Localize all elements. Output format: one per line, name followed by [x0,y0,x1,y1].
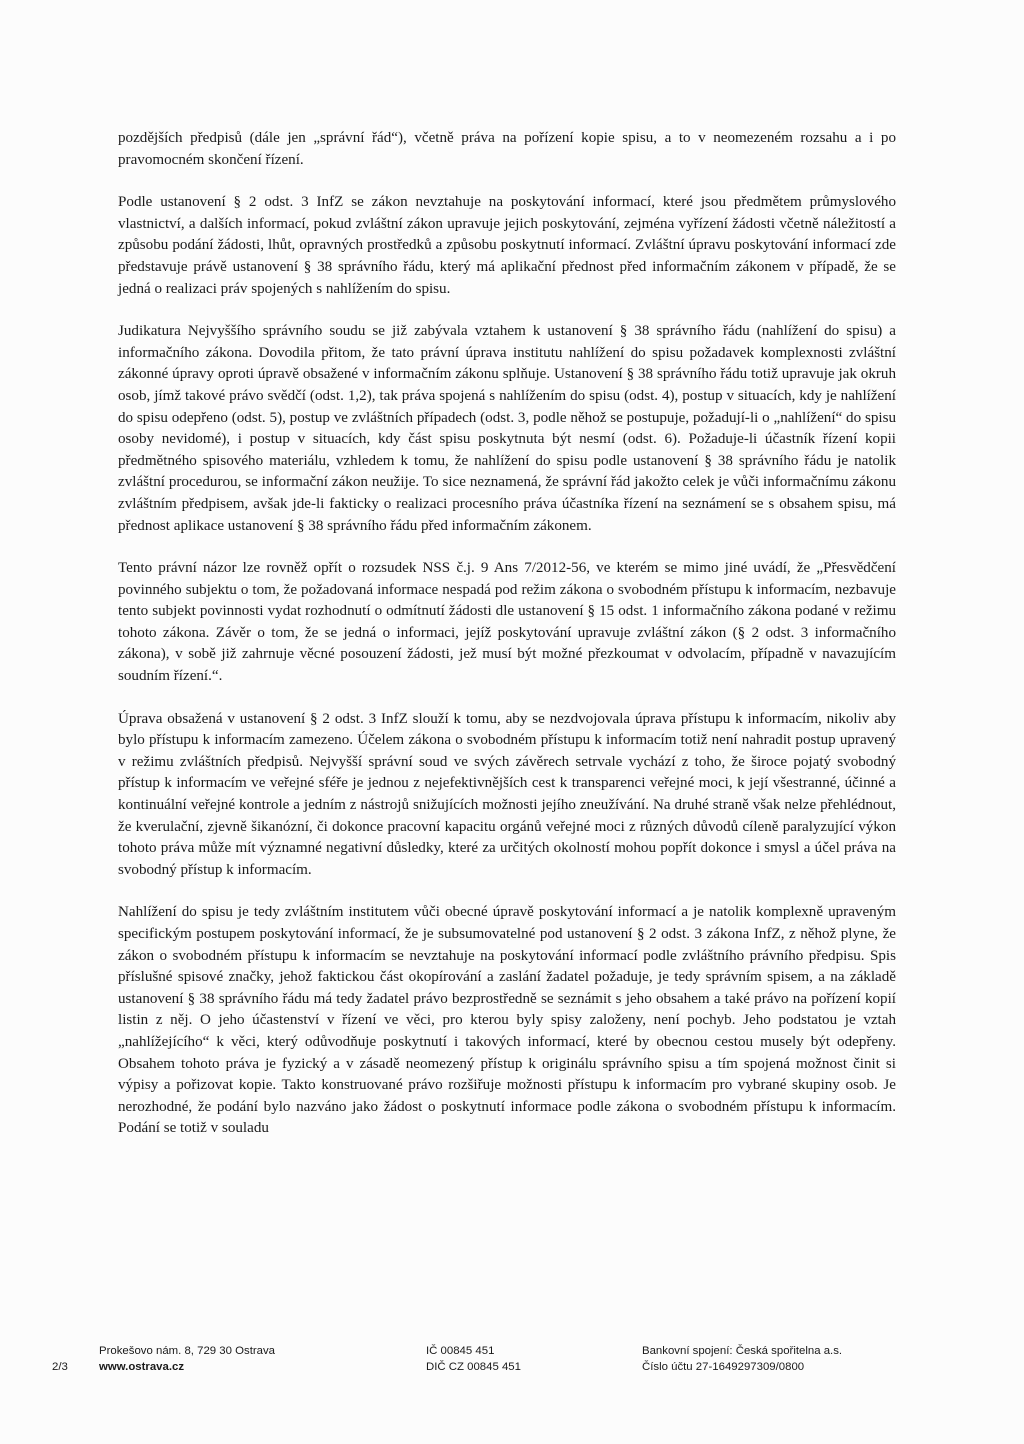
footer-ic: IČ 00845 451 [426,1345,495,1357]
footer-ids-block [426,1343,521,1375]
paragraph: Podle ustanovení § 2 odst. 3 InfZ se zákon nevztahuje na poskytování informací, které jsou předmětem průmyslového vlastnictví, a dalších informací, pokud zvláštní zákon upravuje jejich poskytování, zejména vyřízení žádosti včetně náležitostí a způsobu podání žádosti, lhůt, opravných prostředků a způsobu poskytnutí informací. Zvláštní úpravu poskytování informací zde představuje právě ustanovení § 38 správního řádu, který má aplikační přednost před informačním zákonem v případě, že se jedná o realizaci práv spojených s nahlížením do spisu. [118,194,896,297]
footer-dic: DIČ CZ 00845 451 [426,1361,521,1373]
footer-bank-block [642,1343,842,1375]
paragraph: Judikatura Nejvyššího správního soudu se již zabývala vztahem k ustanovení § 38 správního řádu (nahlížení do spisu) a informačního zákona. Dovodila přitom, že tato právní úprava institutu nahlížení do spisu požadavek komplexnosti zvláštní zákonné úpravy oproti úpravě obsažené v informačním zákonu splňuje. Ustanovení § 38 správního řádu totiž upravuje jak okruh osob, jímž takové právo svědčí (odst. 1,2), tak práva spojená s nahlížením do spisu (odst. 4), postup v situacích, kdy je nahlížení do spisu odepřeno (odst. 5), postup ve zvláštních případech (odst. 3, podle něhož se postupuje, požadují-li o „nahlížení“ do spisu osoby nevidomé), i postup v situacích, kdy část spisu poskytnuta být nesmí (odst. 6). Požaduje-li účastník řízení kopii předmětného spisového materiálu, vzhledem k tomu, že nahlížení do spisu podle ustanovení § 38 správního řádu je natolik zvláštní procedurou, se informační zákon neužije. To sice neznamená, že správní řád jakožto celek je vůči informačnímu zákonu zvláštním předpisem, avšak jde-li fakticky o realizaci procesního práva účastníka řízení na seznámení se s obsahem spisu, má přednost aplikace ustanovení § 38 správního řádu před informačním zákonem. [118,323,896,534]
footer-website: www.ostrava.cz [99,1361,185,1373]
footer-bank: Bankovní spojení: Česká spořitelna a.s. [642,1345,843,1357]
footer-address-block [99,1343,275,1375]
footer-address: Prokešovo nám. 8, 729 30 Ostrava [99,1345,276,1357]
document-body [118,128,896,1161]
paragraph: pozdějších předpisů (dále jen „správní řád“), včetně práva na pořízení kopie spisu, a to v neomezeném rozsahu a i po pravomocném skončení řízení. [118,130,896,168]
paragraph: Nahlížení do spisu je tedy zvláštním institutem vůči obecné úpravě poskytování informací a je natolik komplexně upraveným specifickým postupem poskytování informací, že je subsumovatelné pod ustanovení § 2 odst. 3 zákona InfZ, z něhož plyne, že zákon o svobodném přístupu k informacím se nevztahuje na poskytování informací podle zvláštního právního předpisu. Spis příslušné spisové značky, jehož faktickou část okopírování a zaslání žadatel požaduje, je tedy správním spisem, a na základě ustanovení § 38 správního řádu má tedy žadatel právo bezprostředně se seznámit s jeho obsahem a také právo na pořízení kopií listin z něj. O jeho účastenství v řízení ve věci, pro kterou byly spisy založeny, není pochyb. Jeho podstatou je vztah „nahlížejícího“ k věci, který odůvodňuje poskytnutí i takových informací, které by obecnou cestou musely být odepřeny. Obsahem tohoto práva je fyzický a v zásadě neomezený přístup k originálu správního spisu a tím spojená možnost činit si výpisy a pořizovat kopie. Takto konstruované právo rozšiřuje možnosti přístupu k informacím pro vybrané skupiny osob. Je nerozhodné, že podání bylo nazváno jako žádost o poskytnutí informace podle zákona o svobodném přístupu k informacím. Podání se totiž v souladu [118,904,896,1137]
page-number: 2/3 [52,1361,68,1373]
footer-account: Číslo účtu 27-1649297309/0800 [642,1361,805,1373]
paragraph: Úprava obsažená v ustanovení § 2 odst. 3 InfZ slouží k tomu, aby se nezdvojovala úprava přístupu k informacím, nikoliv aby bylo přístupu k informacím zamezeno. Účelem zákona o svobodném přístupu k informacím totiž není nahradit postup upravený v režimu zvláštních předpisů. Nejvyšší správní soud ve svých závěrech setrvale vychází z toho, že široce pojatý svobodný přístup k informacím ve veřejné sféře je jednou z nejefektivnějších cest k transparenci veřejné moci, k její všestranné, účinné a kontinuální veřejné kontrole a jedním z nástrojů snižujících možnosti jejího zneužívání. Na druhé straně však nelze přehlédnout, že kverulační, zjevně šikanózní, či dokonce pracovní kapacitu orgánů veřejné moci z různých důvodů cíleně paralyzující výkon tohoto práva může mít významné negativní důsledky, které za určitých okolností mohou popřít dokonce i smysl a účel práva na svobodný přístup k informacím. [118,710,896,878]
paragraph: Tento právní názor lze rovněž opřít o rozsudek NSS č.j. 9 Ans 7/2012-56, ve kterém se mimo jiné uvádí, že „Přesvědčení povinného subjektu o tom, že požadovaná informace nespadá pod režim zákona o svobodném přístupu k informacím, nezbavuje tento subjekt povinnosti vydat rozhodnutí o odmítnutí žádosti dle ustanovení § 15 odst. 1 informačního zákona podané v režimu tohoto zákona. Závěr o tom, že se jedná o informaci, jejíž poskytování upravuje zvláštní zákon (§ 2 odst. 3 informačního zákona), v sobě již zahrnuje věcné posouzení žádosti, jež musí být možné přezkoumat v odvolacím, případně v navazujícím soudním řízení.“. [118,560,896,685]
